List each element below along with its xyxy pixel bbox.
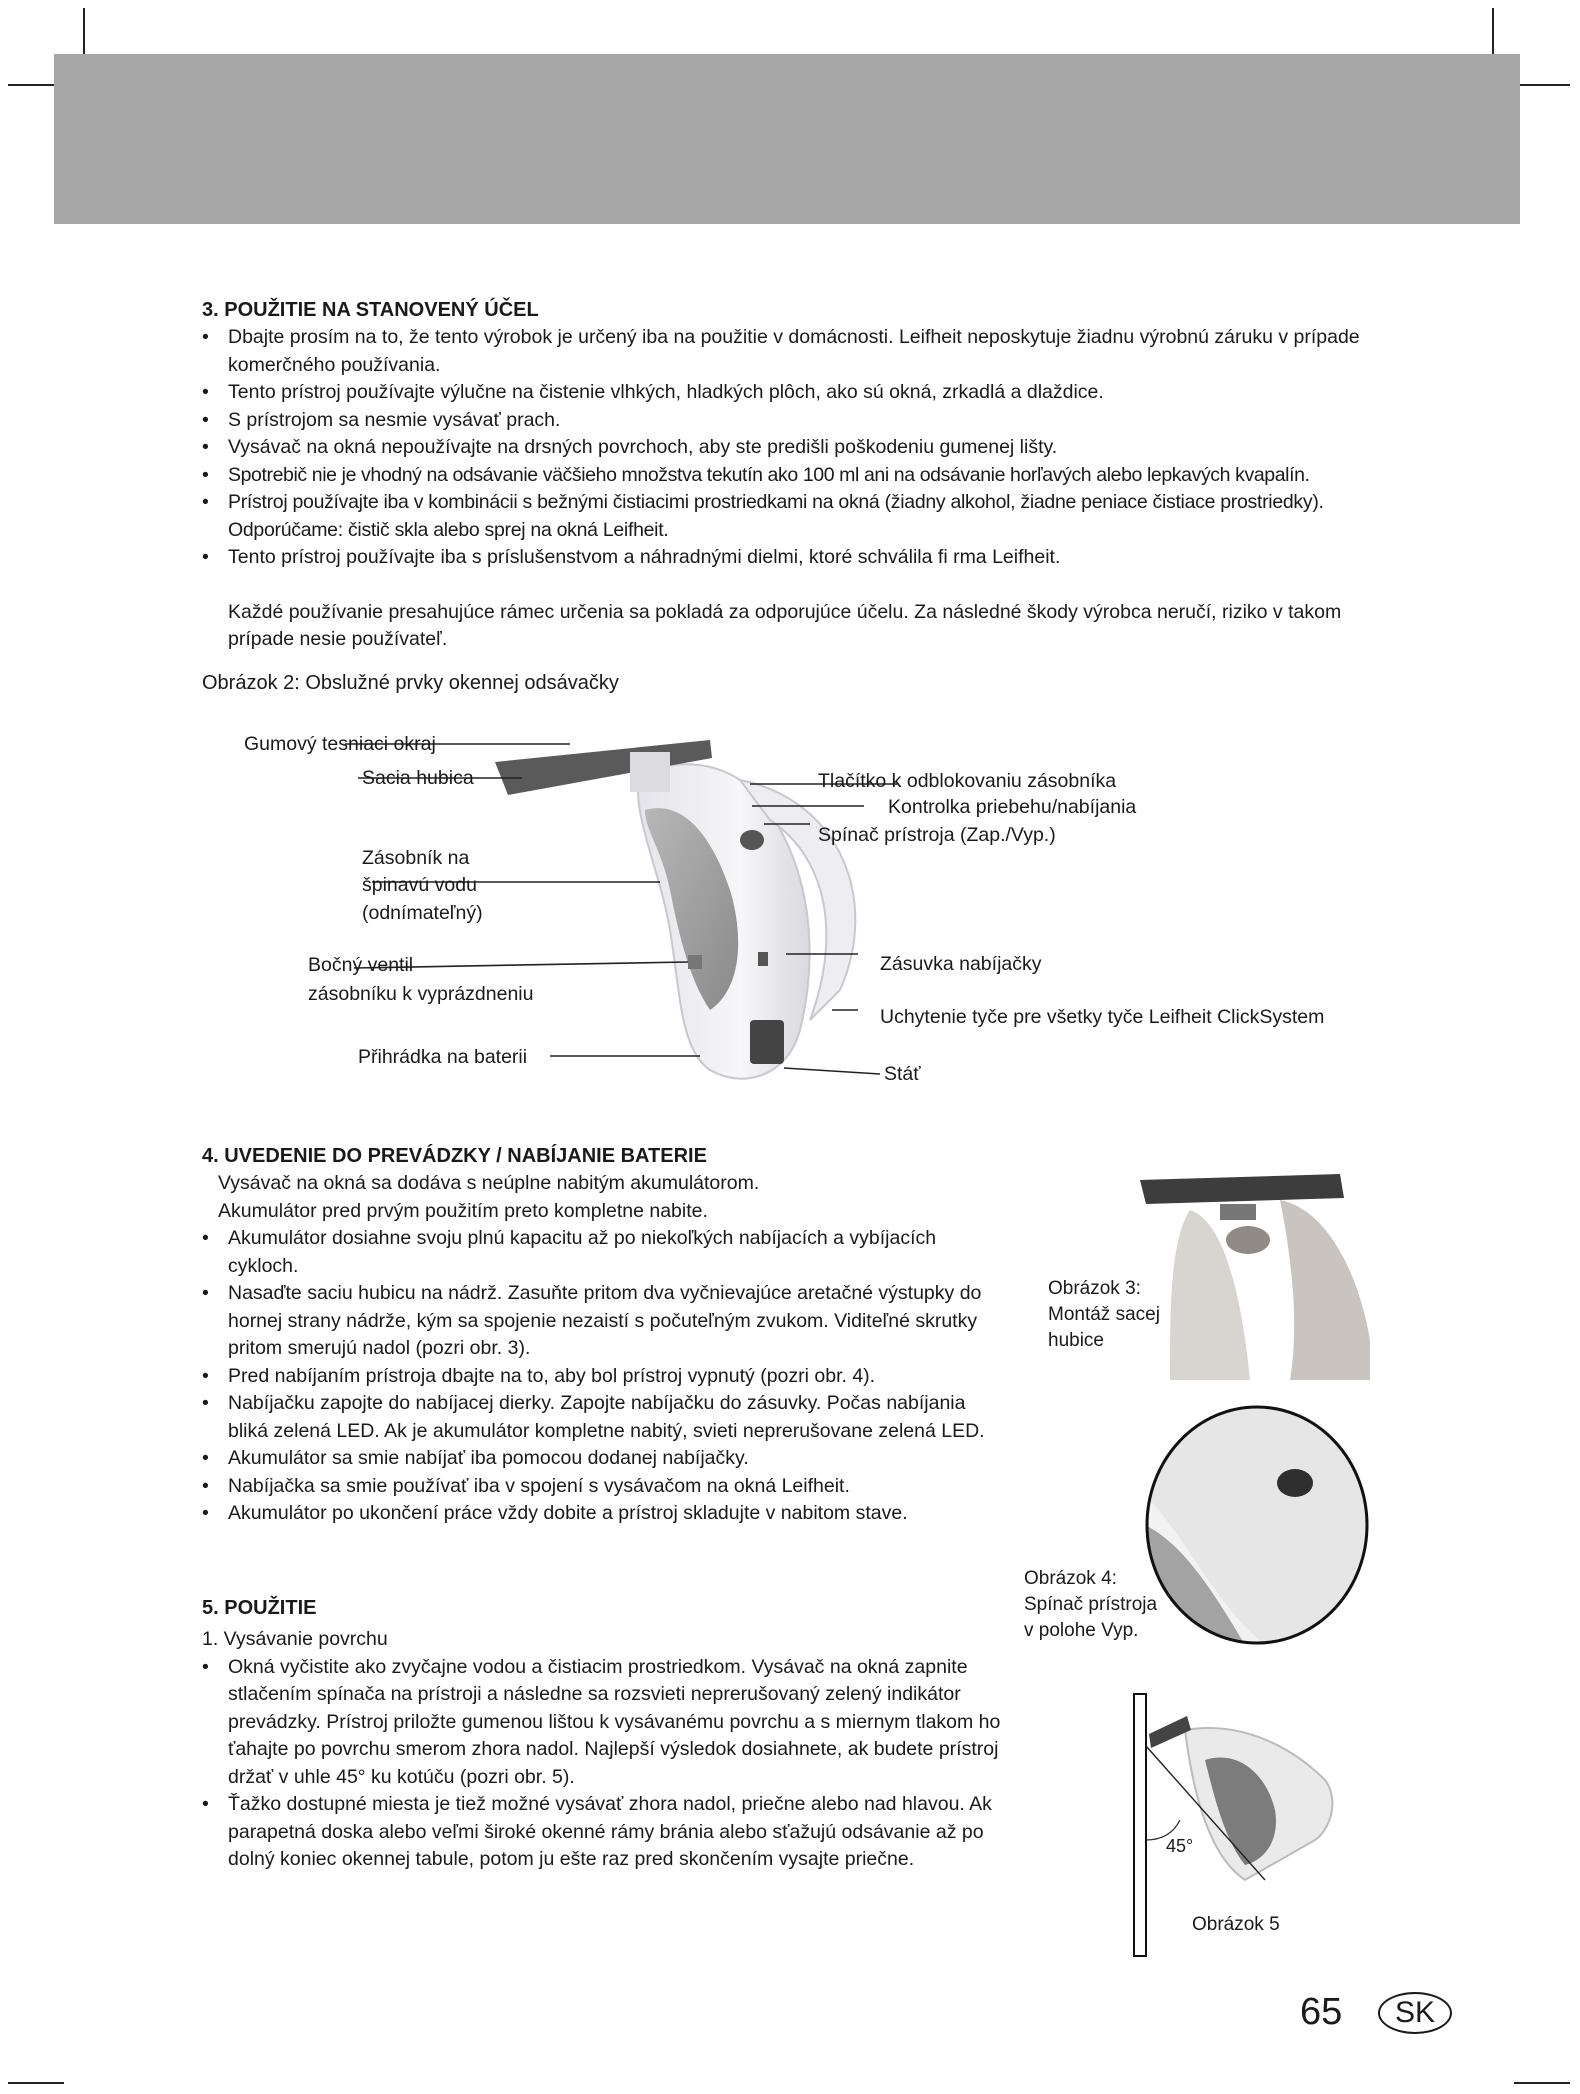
stand-base <box>750 1020 784 1064</box>
crop-mark <box>1514 84 1570 86</box>
section-4 <box>202 1142 992 1528</box>
nozzle-neck <box>630 752 670 792</box>
figure-5-angle-label: 45° <box>1166 1836 1194 1856</box>
figure-2-caption: Obrázok 2: Obslužné prvky okennej odsávačky <box>202 672 619 694</box>
crop-mark <box>1514 2082 1570 2084</box>
label-stand: Stáť <box>884 1063 921 1085</box>
section-5-subtitle: 1. Vysávanie povrchu <box>202 1628 388 1650</box>
label-handle: Uchytenie tyče pre všetky tyče Leifheit ClickSystem <box>880 1006 1325 1028</box>
language-badge <box>1378 1992 1452 2034</box>
label-valve-1: Bočný ventil <box>308 954 414 976</box>
nozzle-mounting-photo <box>1130 1160 1370 1380</box>
label-tank-3: (odnímateľný) <box>362 902 483 924</box>
figure-4-caption-3: v polohe Vyp. <box>1024 1620 1139 1641</box>
list-item: • Vysávač na okná nepoužívajte na drsných povrchoch, aby ste predišli poškodeniu gumenej lišty. <box>202 434 1372 462</box>
list-item: • Akumulátor sa smie nabíjať iba pomocou dodanej nabíjačky. <box>202 1445 992 1473</box>
list-item: • Spotrebič nie je vhodný na odsávanie väčšieho množstva tekutín ako 100 ml ani na odsávanie horľavých alebo lepkavých kvapalín. <box>202 462 1372 490</box>
label-led: Kontrolka priebehu/nabíjania <box>888 796 1137 818</box>
label-socket: Zásuvka nabíjačky <box>880 953 1042 975</box>
figure-3-caption-3: hubice <box>1048 1330 1104 1351</box>
label-tank-1: Zásobník na <box>362 847 470 869</box>
list-item: • Akumulátor po ukončení práce vždy dobite a prístroj skladujte v nabitom stave. <box>202 1500 992 1528</box>
figure-5-caption: Obrázok 5 <box>1192 1914 1280 1935</box>
section-5-list <box>202 1654 1002 1874</box>
header-band <box>54 54 1520 224</box>
figure-4-caption-1: Obrázok 4: <box>1024 1568 1117 1589</box>
list-item: • Nasaďte saciu hubicu na nádrž. Zasuňte pritom dva vyčnievajúce aretačné výstupky do hornej strany nádrže, kým sa spojenie nezaistí s počuteľným zvukom. Viditeľné skrutky pritom smerujú nadol (pozri obr. 3). <box>202 1280 992 1363</box>
list-item: • Dbajte prosím na to, že tento výrobok je určený iba na použitie v domácnosti. Leifheit neposkytuje žiadnu výrobnú záruku v prípade komerčného používania. <box>202 324 1372 379</box>
list-item: • Nabíjačku zapojte do nabíjacej dierky. Zapojte nabíjačku do zásuvky. Počas nabíjania bliká zelená LED. Ak je akumulátor kompletne nabitý, svieti neprerušovane zelená LED. <box>202 1390 992 1445</box>
charger-socket <box>758 952 768 966</box>
side-valve <box>688 955 702 969</box>
leader-line <box>784 1068 880 1074</box>
label-suction-nozzle: Sacia hubica <box>362 767 474 789</box>
label-battery: Přihrádka na baterii <box>358 1046 528 1068</box>
label-tank-2: špinavú vodu <box>362 874 477 896</box>
crop-mark <box>8 2082 64 2084</box>
list-item: • Nabíjačka sa smie používať iba v spojení s vysávačom na okná Leifheit. <box>202 1473 992 1501</box>
section-4-list <box>202 1225 992 1528</box>
power-switch <box>740 830 764 850</box>
section-3 <box>202 296 1372 654</box>
section-4-title: 4. UVEDENIE DO PREVÁDZKY / NABÍJANIE BATERIE <box>202 1145 707 1167</box>
figure-3-caption-2: Montáž sacej <box>1048 1304 1160 1325</box>
list-item: • Ťažko dostupné miesta je tiež možné vysávať zhora nadol, priečne alebo nad hlavou. Ak parapetná doska alebo veľmi široké okenné rámy bránia alebo sťažujú odsávanie až po dolný koniec okennej tabule, potom ju ešte raz pred skončením vysajte priečne. <box>202 1791 1002 1874</box>
list-item: • Tento prístroj používajte výlučne na čistenie vlhkých, hladkých plôch, ako sú okná, zrkadlá a dlaždice. <box>202 379 1372 407</box>
label-release-button: Tlačítko k odblokovaniu zásobníka <box>818 770 1117 792</box>
section-4-intro-2: Akumulátor pred prvým použitím preto kompletne nabite. <box>218 1199 708 1222</box>
label-valve-2: zásobníku k vyprázdneniu <box>308 983 534 1005</box>
section-5-title: 5. POUŽITIE <box>202 1597 317 1619</box>
list-item: • Pred nabíjaním prístroja dbajte na to, aby bol prístroj vypnutý (pozri obr. 4). <box>202 1363 992 1391</box>
figure-3-caption-1: Obrázok 3: <box>1048 1278 1141 1299</box>
label-rubber-seal: Gumový tesniaci okraj <box>244 733 436 755</box>
switch-off-closeup <box>1145 1405 1370 1645</box>
list-item: • Akumulátor dosiahne svoju plnú kapacitu až po niekoľkých nabíjacích a vybíjacích cykloch. <box>202 1225 992 1280</box>
section-5 <box>202 1594 1002 1874</box>
label-switch: Spínač prístroja (Zap./Vyp.) <box>818 824 1056 846</box>
list-item: • S prístrojom sa nesmie vysávať prach. <box>202 407 1372 435</box>
page-number: 65 <box>1300 1991 1343 2033</box>
section-4-intro-1: Vysávač na okná sa dodáva s neúplne nabitým akumulátorom. <box>218 1172 760 1194</box>
section-3-list <box>202 324 1372 572</box>
list-item: • Okná vyčistite ako zvyčajne vodou a čistiacim prostriedkom. Vysávač na okná zapnite stlačením spínača na prístroji a následne sa rozsvieti neprerušovaný zelený indikátor prevádzky. Prístroj priložte gumenou lištou k vysávanému povrchu a s miernym tlakom ho ťahajte po povrchu smerom zhora nadol. Najlepší výsledok dosiahnete, ak budete prístroj držať v uhle 45° ku kotúču (pozri obr. 5). <box>202 1654 1002 1792</box>
list-item: • Prístroj používajte iba v kombinácii s bežnými čistiacimi prostriedkami na okná (žiadny alkohol, žiadne peniace čistiace prostriedky). Odporúčame: čistič skla alebo sprej na okná Leifheit. <box>202 489 1372 544</box>
section-3-note: Každé používanie presahujúce rámec určenia sa pokladá za odporujúce účelu. Za následné škody výrobca neručí, riziko v takom prípade nesie používateľ. <box>228 600 1342 650</box>
language-badge-label: SK <box>1394 1996 1436 2029</box>
list-item: • Tento prístroj používajte iba s príslušenstvom a náhradnými dielmi, ktoré schválila fi rma Leifheit. <box>202 544 1372 572</box>
figure-4-caption-2: Spínač prístroja <box>1024 1594 1158 1615</box>
section-3-title: 3. POUŽITIE NA STANOVENÝ ÚČEL <box>202 299 539 321</box>
